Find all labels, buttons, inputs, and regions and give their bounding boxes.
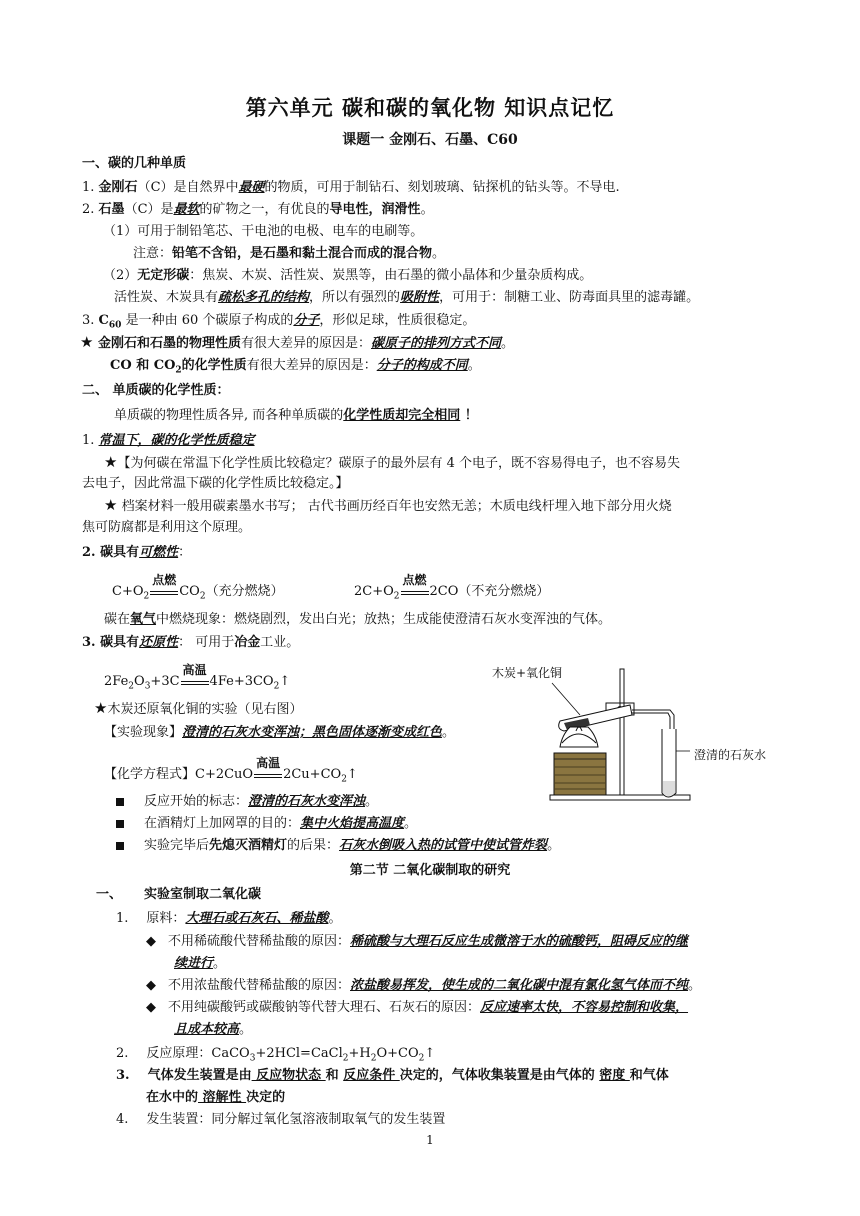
star-icon: ★ — [94, 699, 108, 717]
paragraph: （2）无定形碳：焦炭、木炭、活性炭、炭黑等，由石墨的微小晶体和少量杂质构成。 — [103, 268, 593, 283]
equation: $C+O_2$ 点燃 $CO_2$（充分燃烧） — [112, 573, 284, 602]
bullet-item: ◆ 不用稀硫酸代替稀盐酸的原因：稀硫酸与大理石反应生成微溶于水的硫酸钙，阻碍反应的继 — [146, 934, 689, 949]
paragraph: 2. 石墨（C）是最软的矿物之一，有优良的导电性，润滑性。 — [82, 202, 434, 217]
paragraph: 1. 金刚石（C）是自然界中最硬的物质，可用于制钻石、刻划玻璃、钻探机的钻头等。不导电. — [82, 180, 620, 195]
paragraph: 2. 碳具有可燃性： — [82, 545, 192, 560]
numbered-item: 3. 气体发生装置是由 反应物状态 和 反应条件 决定的，气体收集装置是由气体的 密度 和气体 — [116, 1068, 669, 1083]
section-heading: 一、碳的几种单质 — [82, 156, 187, 171]
numbered-item: 1. 原料：大理石或石灰石、稀盐酸。 — [116, 911, 342, 926]
diamond-bullet-icon: ◆ — [146, 1000, 156, 1015]
equation: 【化学方程式】C+2CuO 高温 $2Cu+CO_2↑$ — [104, 756, 358, 785]
paragraph: 碳在氧气中燃烧现象：燃烧剧烈，发出白光；放热；生成能使澄清石灰水变浑浊的气体。 — [104, 612, 612, 627]
paragraph: ★木炭还原氧化铜的实验（见右图） — [94, 699, 303, 717]
star-icon: ★ — [104, 496, 118, 514]
diamond-bullet-icon: ◆ — [146, 934, 156, 949]
paragraph: 注意：铅笔不含铅，是石墨和黏土混合而成的混合物。 — [133, 246, 446, 261]
paragraph: 活性炭、木炭具有疏松多孔的结构，所以有强烈的吸附性，可用于：制糖工业、防毒面具里的滤毒罐。 — [114, 290, 700, 305]
paragraph: 续进行。 — [174, 956, 227, 971]
page-number: 1 — [426, 1133, 434, 1147]
paragraph: 在水中的 溶解性 决定的 — [146, 1090, 286, 1105]
bullet-item: 反应开始的标志：澄清的石灰水变浑浊。 — [116, 793, 378, 810]
star-icon: ★ — [104, 453, 118, 471]
bullet-item: ◆ 不用纯碳酸钙或碳酸钠等代替大理石、石灰石的原因：反应速率太快，不容易控制和收集， — [146, 1000, 689, 1015]
paragraph: ★【为何碳在常温下化学性质比较稳定？碳原子的最外层有 4 个电子，既不容易得电子，也不容易失 — [104, 453, 680, 471]
square-bullet-icon — [116, 820, 124, 828]
equation: $2C+O_2$ 点燃 2CO（不充分燃烧） — [354, 573, 550, 602]
paragraph: （1）可用于制铅笔芯、干电池的电极、电车的电刷等。 — [103, 224, 424, 239]
bullet-item: 实验完毕后先熄灭酒精灯的后果：石灰水倒吸入热的试管中使试管炸裂。 — [116, 837, 560, 854]
paragraph: 单质碳的物理性质各异, 而各种单质碳的化学性质却完全相同 ！ — [114, 408, 478, 423]
paragraph: CO 和 $CO_2$的化学性质有很大差异的原因是：分子的构成不同。 — [110, 358, 481, 376]
lesson-heading: 课题一 金刚石、石墨、C60 — [342, 132, 518, 148]
diamond-bullet-icon: ◆ — [146, 978, 156, 993]
figure-label-limewater: 澄清的石灰水 — [694, 748, 767, 762]
square-bullet-icon — [116, 798, 124, 806]
bullet-item: 在酒精灯上加网罩的目的：集中火焰提高温度。 — [116, 815, 417, 832]
paragraph: 且成本较高。 — [174, 1022, 253, 1037]
paragraph: 焦可防腐都是利用这个原理。 — [82, 520, 252, 535]
square-bullet-icon — [116, 842, 124, 850]
numbered-item: 4. 发生装置：同分解过氧化氢溶液制取氧气的发生装置 — [116, 1112, 446, 1127]
paragraph: 【实验现象】澄清的石灰水变浑浊；黑色固体逐渐变成红色。 — [104, 725, 456, 740]
apparatus-diagram — [490, 655, 785, 805]
paragraph: ★ 金刚石和石墨的物理性质有很大差异的原因是：碳原子的排列方式不同。 — [80, 333, 515, 351]
paragraph: 3. 碳具有还原性： 可用于冶金工业。 — [82, 635, 300, 650]
paragraph: 3. $C_{60}$ 是一种由 60 个碳原子构成的分子，形似足球，性质很稳定。 — [82, 313, 476, 331]
page-title: 第六单元 碳和碳的氧化物 知识点记忆 — [245, 95, 615, 120]
section-heading: 一、 实验室制取二氧化碳 — [96, 887, 262, 902]
figure-label-reactants: 木炭+氧化铜 — [492, 666, 563, 680]
equation: $2Fe_2O_3+3C$ 高温 $4Fe+3CO_2↑$ — [104, 663, 291, 692]
paragraph: 1. 常温下，碳的化学性质稳定 — [82, 433, 255, 448]
numbered-item: 2. 反应原理：$CaCO_3+2HCl=CaCl_2+H_2O+CO_2↑$ — [116, 1046, 436, 1064]
bullet-item: ◆ 不用浓盐酸代替稀盐酸的原因：浓盐酸易挥发，使生成的二氧化碳中混有氯化氢气体而不纯。 — [146, 978, 702, 993]
paragraph: 去电子，因此常温下碳的化学性质比较稳定。】 — [82, 476, 349, 491]
star-icon: ★ — [80, 333, 94, 351]
lesson-heading: 第二节 二氧化碳制取的研究 — [349, 863, 511, 878]
paragraph: ★ 档案材料一般用碳素墨水书写； 古代书画历经百年也安然无恙；木质电线杆埋入地下部分用火烧 — [104, 496, 672, 514]
section-heading: 二、 单质碳的化学性质： — [82, 383, 230, 398]
